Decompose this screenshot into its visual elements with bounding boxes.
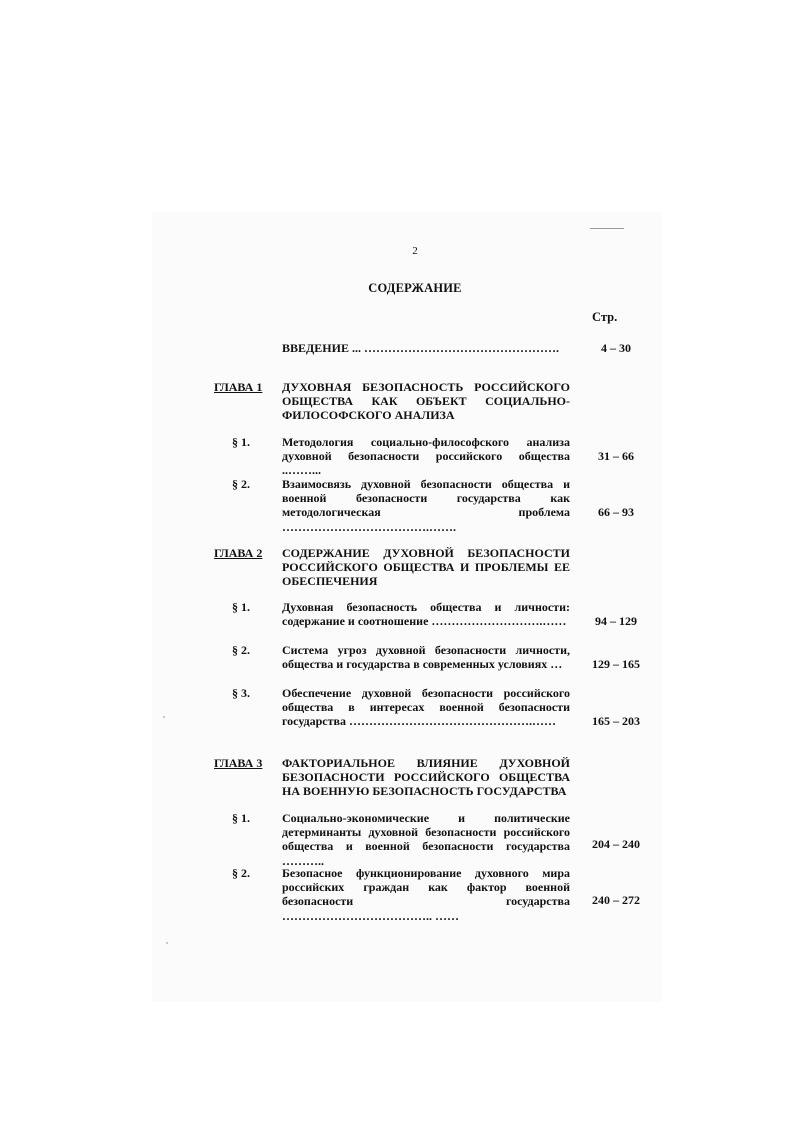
scan-speck [163,716,165,718]
page-number: 2 [412,245,418,257]
chapter-2-section-1-label: § 1. [232,600,250,614]
chapter-2-section-3-pages: 165 – 203 [592,714,640,728]
chapter-2-section-1-text: Духовная безопасность общества и личности: содержание и соотношение ……………………….…… [282,600,570,629]
chapter-3-section-1-text: Социально-экономические и политические детерминанты духовной безопасности российского общества и военной безопасности государства ……….. [282,811,570,868]
scan-mark [590,228,624,229]
chapter-3-section-1-pages: 204 – 240 [592,837,640,851]
chapter-1-section-1-text: Методология социально-философского анализа духовной безопасности российского общества ..……... [282,435,570,478]
chapter-1-title: ДУХОВНАЯ БЕЗОПАСНОСТЬ РОССИЙСКОГО ОБЩЕСТВА КАК ОБЪЕКТ СОЦИАЛЬНО-ФИЛОСОФСКОГО АНАЛИЗА [282,380,570,423]
scan-speck [166,942,168,944]
chapter-2-title: СОДЕРЖАНИЕ ДУХОВНОЙ БЕЗОПАСНОСТИ РОССИЙСКОГО ОБЩЕСТВА И ПРОБЛЕМЫ ЕЕ ОБЕСПЕЧЕНИЯ [282,546,570,589]
chapter-2-label: ГЛАВА 2 [214,546,263,560]
chapter-3-section-1-label: § 1. [232,811,250,825]
chapter-1-section-1-pages: 31 – 66 [598,449,634,463]
chapter-2-section-3-text: Обеспечение духовной безопасности российского общества в интересах военной безопасности государства ……………………………………….…… [282,686,570,729]
toc-pages-introduction: 4 – 30 [601,341,631,355]
chapter-2-section-2-pages: 129 – 165 [592,657,640,671]
chapter-2-section-3-label: § 3. [232,686,250,700]
page-title: СОДЕРЖАНИЕ [368,281,462,295]
chapter-1-section-2-text: Взаимосвязь духовной безопасности общества и военной безопасности государства как методологическая проблема ……………………………….……. [282,477,570,534]
chapter-2-section-1-pages: 94 – 129 [595,614,637,628]
chapter-2-section-2-label: § 2. [232,643,250,657]
chapter-3-label: ГЛАВА 3 [214,756,263,770]
chapter-1-label: ГЛАВА 1 [214,380,263,394]
chapter-3-section-2-text: Безопасное функционирование духовного мира российских граждан как фактор военной безопасности государства ……………………………….. …… [282,866,570,923]
chapter-3-section-2-pages: 240 – 272 [592,893,640,907]
chapter-3-title: ФАКТОРИАЛЬНОЕ ВЛИЯНИЕ ДУХОВНОЙ БЕЗОПАСНОСТИ РОССИЙСКОГО ОБЩЕСТВА НА ВОЕННУЮ БЕЗОПАСНОСТЬ ГОСУДАРСТВА [282,756,570,799]
chapter-1-section-1-label: § 1. [232,435,250,449]
toc-entry-introduction: ВВЕДЕНИЕ ... …………………………………………. [282,341,559,355]
chapter-1-section-2-pages: 66 – 93 [598,505,634,519]
chapter-1-section-2-label: § 2. [232,477,250,491]
chapter-3-section-2-label: § 2. [232,866,250,880]
chapter-2-section-2-text: Система угроз духовной безопасности личности, общества и государства в современных условиях … [282,643,570,672]
pages-column-header: Стр. [592,310,618,324]
